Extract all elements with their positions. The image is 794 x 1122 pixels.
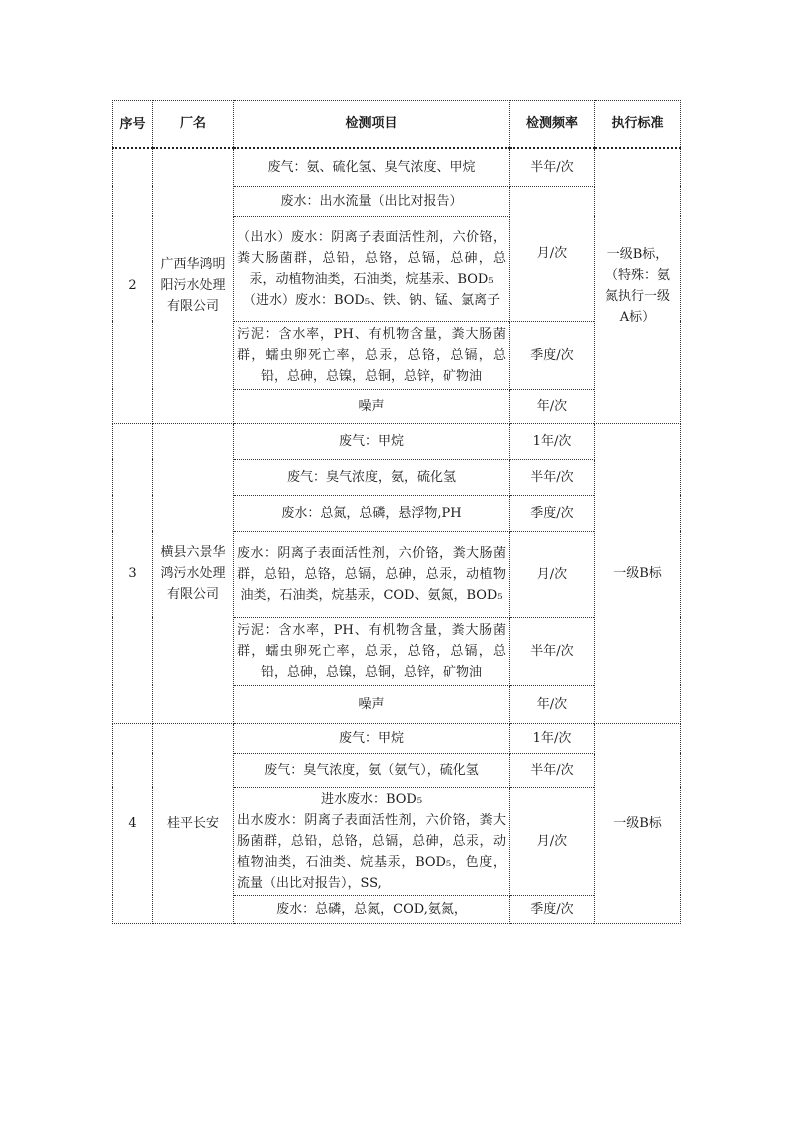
frequency-cell: 季度/次 [510, 495, 595, 531]
monitoring-table [112, 100, 681, 924]
item-cell: 废水：总磷，总氮，COD,氨氮， [234, 895, 510, 923]
item-text-2: 出水废水：阴离子表面活性剂，六价铬，粪大肠菌群，总铅，总铬，总镉，总砷，总汞，动植物油类，石油类、烷基汞，BOD₅，色度，流量（出比对报告），SS, [237, 812, 506, 891]
table-row [113, 423, 681, 459]
header-standard: 执行标准 [595, 101, 681, 149]
frequency-cell: 半年/次 [510, 617, 595, 685]
item-cell: 污泥：含水率，PH、有机物含量，粪大肠菌群，蠕虫卵死亡率，总汞，总铬，总镉，总铅，总砷，总镍，总铜，总锌，矿物油 [234, 617, 510, 685]
frequency-cell: 半年/次 [510, 459, 595, 495]
factory-cell: 横县六景华鸿污水处理有限公司 [153, 423, 234, 723]
seq-cell: 2 [113, 148, 153, 423]
header-factory: 厂名 [153, 101, 234, 149]
table-header-row [113, 101, 681, 149]
frequency-cell: 半年/次 [510, 753, 595, 787]
item-cell [234, 216, 510, 321]
frequency-cell: 年/次 [510, 389, 595, 423]
item-cell: 废气：甲烷 [234, 723, 510, 753]
seq-cell: 3 [113, 423, 153, 723]
item-cell: 废气：氨、硫化氢、臭气浓度、甲烷 [234, 148, 510, 186]
frequency-cell: 季度/次 [510, 321, 595, 389]
item-cell: 废气：甲烷 [234, 423, 510, 459]
frequency-cell: 月/次 [510, 186, 595, 321]
header-frequency: 检测频率 [510, 101, 595, 149]
item-cell [234, 787, 510, 895]
item-cell: 废气：臭气浓度，氨（氨气），硫化氢 [234, 753, 510, 787]
frequency-cell: 月/次 [510, 787, 595, 895]
item-cell: 废气：臭气浓度，氨，硫化氢 [234, 459, 510, 495]
item-cell: 废水：阴离子表面活性剂，六价铬，粪大肠菌群，总铅，总铬，总镉，总砷，总汞，动植物油类，石油类，烷基汞，COD、氨氮，BOD₅ [234, 531, 510, 617]
seq-cell: 4 [113, 723, 153, 923]
item-cell: 污泥：含水率，PH、有机物含量，粪大肠菌群，蠕虫卵死亡率，总汞，总铬，总镉，总铅，总砷，总镍，总铜，总锌，矿物油 [234, 321, 510, 389]
frequency-cell: 月/次 [510, 531, 595, 617]
item-cell: 废水：出水流量（出比对报告） [234, 186, 510, 216]
header-seq: 序号 [113, 101, 153, 149]
factory-cell: 桂平长安 [153, 723, 234, 923]
item-cell: 废水：总氮，总磷，悬浮物,PH [234, 495, 510, 531]
standard-cell: 一级B标 [595, 723, 681, 923]
table-row [113, 148, 681, 186]
item-cell: 噪声 [234, 389, 510, 423]
factory-cell: 广西华鸿明阳污水处理有限公司 [153, 148, 234, 423]
frequency-cell: 1年/次 [510, 423, 595, 459]
standard-cell: 一级B标，（特殊：氨氮执行一级A标） [595, 148, 681, 423]
frequency-cell: 1年/次 [510, 723, 595, 753]
item-text: 进水废水：BOD₅ [320, 791, 423, 807]
header-items: 检测项目 [234, 101, 510, 149]
item-text: （出水）废水：阴离子表面活性剂，六价铬，粪大肠菌群，总铅，总铬，总镉，总砷，总汞，动植物油类，石油类，烷基汞、BOD₅ [237, 229, 506, 287]
item-cell: 噪声 [234, 685, 510, 723]
frequency-cell: 半年/次 [510, 148, 595, 186]
item-text-2: （进水）废水：BOD₅、铁、钠、锰、氯离子 [242, 292, 501, 308]
frequency-cell: 年/次 [510, 685, 595, 723]
standard-cell: 一级B标 [595, 423, 681, 723]
frequency-cell: 季度/次 [510, 895, 595, 923]
table-row [113, 723, 681, 753]
